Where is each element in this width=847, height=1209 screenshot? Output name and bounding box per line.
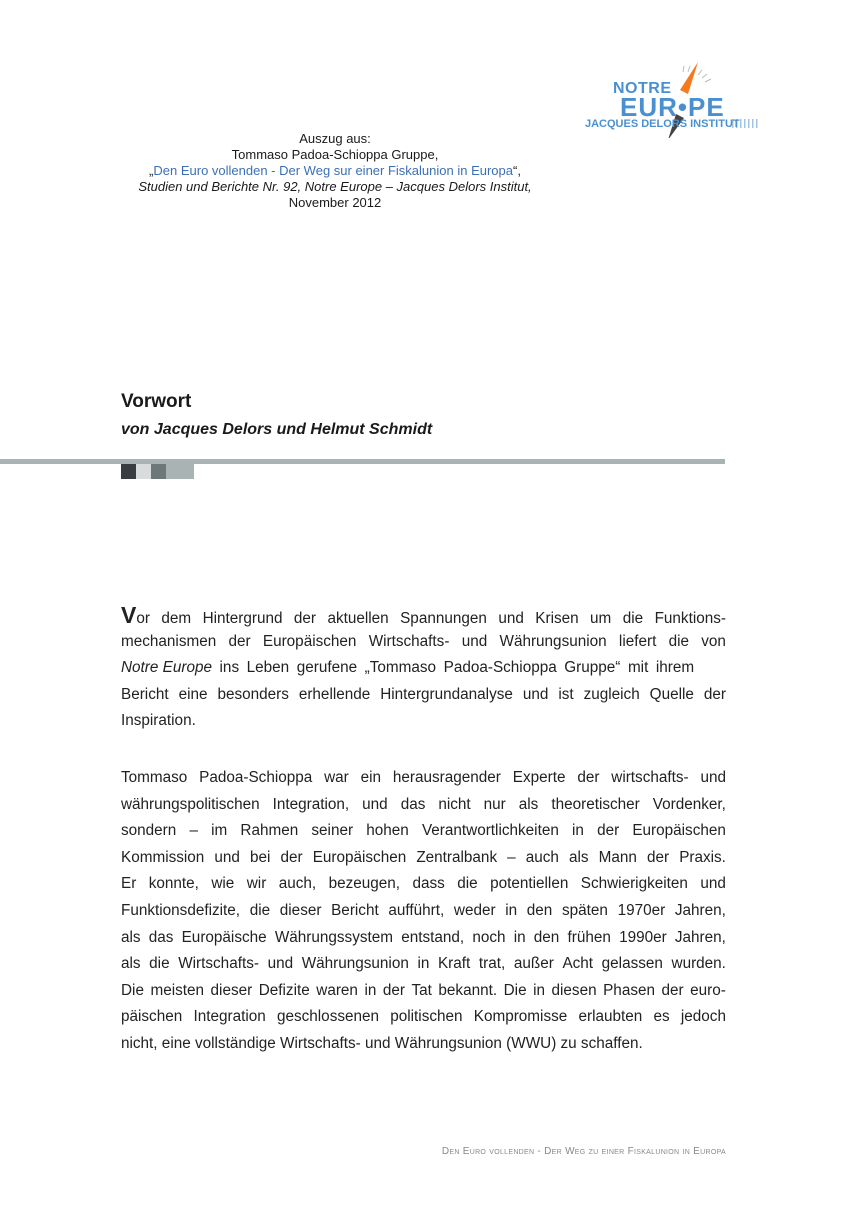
word: Zentralbank: [416, 848, 498, 866]
word: waren: [316, 981, 358, 999]
word: Kommission: [121, 848, 205, 866]
word: politischen: [390, 1008, 463, 1026]
word: Mann: [598, 848, 637, 866]
word: Kompromisse: [473, 1008, 568, 1026]
word: Funktionsdefizite,: [121, 901, 241, 919]
word: in: [417, 955, 430, 973]
word: frühen: [567, 928, 611, 946]
word: der: [661, 981, 684, 999]
page-subtitle: von Jacques Delors und Helmut Schmidt: [121, 421, 433, 438]
paragraph-line: [121, 925, 726, 952]
word: Hintergrund: [202, 610, 283, 627]
word: um: [590, 610, 612, 627]
word: in: [513, 928, 526, 946]
word: entstand,: [401, 928, 465, 946]
word: hohen: [366, 822, 409, 840]
decor-square: [121, 464, 136, 479]
word: auch: [525, 848, 559, 866]
paragraph-line: [121, 655, 726, 682]
word: den: [533, 928, 560, 946]
word: das: [148, 928, 174, 946]
word: Er: [121, 875, 137, 893]
open-quote: „: [149, 163, 154, 178]
paragraph-1: [121, 602, 726, 735]
word: Experte: [512, 769, 566, 786]
word: herausragender: [392, 769, 501, 786]
word: Padoa-Schioppa: [199, 769, 313, 786]
word: or: [136, 610, 150, 627]
word: als: [569, 848, 589, 866]
excerpt-series: Studien und Berichte Nr. 92, Notre Europe – Jacques Delors Institut,: [138, 179, 532, 194]
word: Spannungen: [400, 610, 487, 627]
excerpt-citation: [110, 131, 560, 211]
word: wurden.: [671, 955, 726, 973]
word: weder: [453, 901, 496, 919]
word: im: [211, 822, 228, 840]
word: päischen: [121, 1008, 183, 1026]
word: der: [382, 981, 405, 999]
running-footer: Den Euro vollenden - Der Weg zu einer Fiskalunion in Europa: [441, 1146, 726, 1157]
word: und: [700, 875, 726, 893]
word: Phasen: [603, 981, 655, 999]
divider-rule: [0, 459, 725, 464]
word: Jahren,: [674, 928, 726, 946]
word: gelassen: [601, 955, 663, 973]
word: aufführt,: [388, 901, 445, 919]
line-text: ins Leben gerufene „Tommaso Padoa-Schioppa Gruppe“ mit ihrem: [211, 659, 695, 677]
word: –: [507, 848, 516, 866]
word: Wirtschafts-: [368, 632, 450, 650]
word: Europäischen: [632, 822, 726, 840]
word: nur: [483, 795, 506, 813]
word: der: [293, 610, 317, 627]
word: es: [653, 1008, 670, 1026]
word: Währungssystem: [274, 928, 394, 946]
word: Bericht: [331, 901, 379, 919]
excerpt-title-line: [110, 163, 560, 179]
word: 1970er: [617, 901, 666, 919]
paragraph-line: [121, 871, 726, 898]
word: Schwierigkeiten: [580, 875, 688, 893]
word: Jahren,: [674, 901, 726, 919]
word: erhellende: [298, 685, 371, 703]
logo-text-institut: JACQUES DELORS INSTITUT: [585, 118, 740, 130]
paragraph-line: nicht, eine vollständige Wirtschafts- und Währungsunion (WWU) zu schaffen.: [121, 1034, 643, 1052]
word: –: [189, 822, 198, 840]
word: dem: [161, 610, 192, 627]
paragraph-line: [121, 629, 726, 656]
decor-square: [166, 464, 194, 479]
word: der: [228, 632, 251, 650]
word: in: [364, 981, 377, 999]
word: Tat: [411, 981, 432, 999]
word: wie: [211, 875, 235, 893]
word: in: [533, 981, 545, 999]
word: 1990er: [619, 928, 667, 946]
word: die: [249, 901, 271, 919]
word: die: [149, 955, 170, 973]
word: Defizite: [258, 981, 310, 999]
word: trat,: [478, 955, 506, 973]
word: Währungsunion: [301, 955, 409, 973]
word: der: [647, 848, 670, 866]
word: Europäische: [181, 928, 267, 946]
word: der: [577, 769, 600, 786]
word: Währungsunion: [499, 632, 607, 650]
word: erlaubten: [578, 1008, 643, 1026]
word: und: [522, 685, 549, 703]
page-title: Vorwort: [121, 391, 192, 412]
word: und: [461, 632, 488, 650]
word: die: [622, 610, 644, 627]
decor-square: [136, 464, 151, 479]
word: noch: [472, 928, 506, 946]
logo-text-europe: EUR•PE: [620, 92, 725, 122]
word: Acht: [562, 955, 594, 973]
word: dieser: [279, 901, 322, 919]
publication-link[interactable]: Den Euro vollenden - Der Weg sur einer Fiskalunion in Europa: [153, 163, 513, 178]
word: aktuellen: [327, 610, 389, 627]
excerpt-author: Tommaso Padoa-Schioppa Gruppe,: [231, 147, 439, 162]
word: bei: [250, 848, 271, 866]
word: eine: [178, 685, 208, 703]
word: zugleich: [583, 685, 640, 703]
close-quote: “,: [513, 163, 521, 178]
word: in: [505, 901, 518, 919]
word: die: [668, 632, 690, 650]
drop-cap: V: [121, 602, 137, 628]
excerpt-label: Auszug aus:: [299, 131, 371, 146]
word: seiner: [311, 822, 354, 840]
word: und: [498, 610, 524, 627]
word: den: [526, 901, 553, 919]
word: Die: [503, 981, 527, 999]
word: dieser: [210, 981, 253, 999]
word: Europäischen: [312, 848, 407, 866]
word: Die: [121, 981, 144, 999]
word: besonders: [217, 685, 289, 703]
word: Verantwortlichkeiten: [421, 822, 559, 840]
word: der: [280, 848, 303, 866]
word: auch,: [278, 875, 317, 893]
italic-text: Notre Europe: [121, 659, 212, 677]
word: euro-: [690, 981, 726, 999]
word: der: [597, 822, 620, 840]
word: der: [703, 685, 726, 703]
word: und: [214, 848, 240, 866]
line-text: [136, 602, 726, 629]
word: Vordenker,: [652, 795, 726, 813]
word: Integration,: [272, 795, 350, 813]
word: als: [518, 795, 539, 813]
paragraph-line: [121, 1004, 726, 1031]
paragraph-line: [121, 765, 726, 792]
paragraph-line: [121, 951, 726, 978]
paragraph-2: [121, 765, 726, 1058]
word: währungspolitischen: [121, 795, 260, 813]
word: die: [457, 875, 478, 893]
paragraph-line: [121, 978, 726, 1005]
word: liefert: [618, 632, 657, 650]
word: sondern: [121, 822, 177, 840]
word: konnte,: [148, 875, 199, 893]
word: jedoch: [680, 1008, 726, 1026]
word: außer: [513, 955, 554, 973]
paragraph-line: [121, 818, 726, 845]
word: Praxis.: [679, 848, 726, 866]
word: ist: [558, 685, 574, 703]
word: dass: [412, 875, 445, 893]
notre-europe-logo: [580, 58, 770, 138]
word: Krisen: [535, 610, 579, 627]
word: als: [121, 928, 141, 946]
word: Tommaso: [121, 769, 188, 786]
word: Bericht: [121, 685, 169, 703]
excerpt-date: November 2012: [288, 195, 382, 210]
paragraph-line: [121, 792, 726, 819]
paragraph-line: [121, 898, 726, 925]
word: und: [267, 955, 294, 973]
word: und: [700, 769, 726, 786]
word: in: [572, 822, 584, 840]
word: Funktions-: [654, 610, 726, 627]
word: bezeugen,: [328, 875, 401, 893]
word: das: [400, 795, 426, 813]
word: Kraft: [437, 955, 471, 973]
word: Rahmen: [240, 822, 299, 840]
word: Wirtschafts-: [178, 955, 259, 973]
logo-text-notre: NOTRE: [613, 80, 672, 97]
decor-square: [151, 464, 166, 479]
word: als: [121, 955, 141, 973]
word: Integration: [193, 1008, 266, 1026]
word: potentiellen: [490, 875, 569, 893]
paragraph-line: [121, 845, 726, 872]
word: Quelle: [649, 685, 694, 703]
word: wir: [246, 875, 267, 893]
paragraph-line: [121, 682, 726, 709]
word: ein: [360, 769, 382, 786]
word: späten: [561, 901, 608, 919]
word: diesen: [551, 981, 597, 999]
word: meisten: [150, 981, 205, 999]
word: theoretischer: [551, 795, 640, 813]
word: war: [324, 769, 349, 786]
paragraph-line: [121, 602, 726, 629]
word: Hintergrundanalyse: [380, 685, 513, 703]
word: Europäischen: [262, 632, 357, 650]
word: bekannt.: [438, 981, 498, 999]
word: mechanismen: [121, 632, 217, 650]
word: geschlossenen: [276, 1008, 380, 1026]
word: wirtschafts-: [611, 769, 689, 786]
word: nicht: [438, 795, 471, 813]
word: und: [362, 795, 388, 813]
word: von: [701, 632, 726, 650]
paragraph-line: Inspiration.: [121, 712, 196, 730]
